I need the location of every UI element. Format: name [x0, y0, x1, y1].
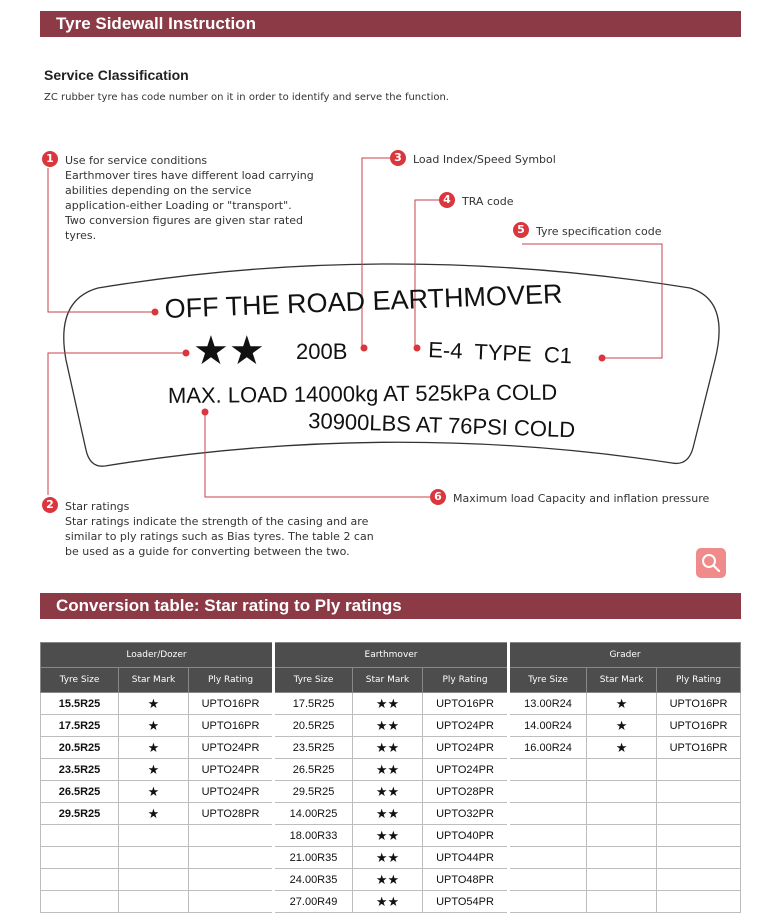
col-header-tyre-size: Tyre Size: [509, 668, 587, 693]
col-header-star-mark: Star Mark: [353, 668, 423, 693]
table-row: [41, 781, 741, 803]
earthmover-ply-rating-cell: UPTO40PR: [423, 825, 509, 847]
loader-tyre-size-cell: 29.5R25: [41, 803, 119, 825]
earthmover-ply-rating-cell: UPTO54PR: [423, 891, 509, 913]
leader-dot-2: [183, 350, 190, 357]
grader-ply-rating-cell: UPTO16PR: [657, 715, 741, 737]
grader-tyre-size-cell: [509, 847, 587, 869]
earthmover-star-mark-cell: ★★: [353, 715, 423, 737]
earthmover-star-mark-cell: ★★: [353, 825, 423, 847]
col-header-ply-rating: Ply Rating: [423, 668, 509, 693]
grader-star-mark-cell: [587, 759, 657, 781]
table-row: [41, 825, 741, 847]
loader-star-mark-cell: [119, 869, 189, 891]
table-row: [41, 847, 741, 869]
earthmover-tyre-size-cell: 14.00R25: [274, 803, 353, 825]
loader-star-mark-cell: ★: [119, 781, 189, 803]
sidewall-line-3: MAX. LOAD 14000kg AT 525kPa COLD: [167, 379, 558, 408]
badge-1: 1: [42, 151, 58, 167]
group-header-earthmover: Earthmover: [274, 643, 509, 668]
section-title: Service Classification: [44, 67, 189, 83]
earthmover-tyre-size-cell: 29.5R25: [274, 781, 353, 803]
loader-tyre-size-cell: 15.5R25: [41, 693, 119, 715]
page-title: Tyre Sidewall Instruction: [56, 14, 256, 33]
sidewall-stars: ★★: [193, 329, 265, 373]
earthmover-star-mark-cell: ★★: [353, 869, 423, 891]
loader-tyre-size-cell: 17.5R25: [41, 715, 119, 737]
badge-4: 4: [439, 192, 455, 208]
grader-star-mark-cell: [587, 781, 657, 803]
loader-tyre-size-cell: [41, 825, 119, 847]
table-row: [41, 803, 741, 825]
loader-ply-rating-cell: [189, 891, 274, 913]
grader-ply-rating-cell: [657, 847, 741, 869]
grader-star-mark-cell: ★: [587, 737, 657, 759]
earthmover-star-mark-cell: ★★: [353, 847, 423, 869]
badge-3: 3: [390, 150, 406, 166]
callout-spec-code: Tyre specification code: [536, 225, 662, 238]
table-row: [41, 715, 741, 737]
grader-tyre-size-cell: [509, 825, 587, 847]
loader-tyre-size-cell: 20.5R25: [41, 737, 119, 759]
callout-service-conditions: Use for service conditions Earthmover tires have different load carrying abilities depending on the service application-either Loading or "transport". Two conversion figures are given star rated tyres.: [65, 154, 314, 242]
earthmover-ply-rating-cell: UPTO16PR: [423, 693, 509, 715]
earthmover-ply-rating-cell: UPTO24PR: [423, 737, 509, 759]
grader-ply-rating-cell: [657, 803, 741, 825]
earthmover-star-mark-cell: ★★: [353, 803, 423, 825]
col-header-star-mark: Star Mark: [587, 668, 657, 693]
earthmover-ply-rating-cell: UPTO32PR: [423, 803, 509, 825]
loader-ply-rating-cell: UPTO16PR: [189, 715, 274, 737]
earthmover-star-mark-cell: ★★: [353, 891, 423, 913]
loader-ply-rating-cell: UPTO24PR: [189, 759, 274, 781]
grader-tyre-size-cell: [509, 869, 587, 891]
conversion-banner: [40, 593, 741, 619]
grader-tyre-size-cell: [509, 759, 587, 781]
grader-ply-rating-cell: [657, 869, 741, 891]
earthmover-tyre-size-cell: 20.5R25: [274, 715, 353, 737]
table-row: [41, 891, 741, 913]
table-row: [41, 737, 741, 759]
earthmover-tyre-size-cell: 18.00R33: [274, 825, 353, 847]
callout-star-ratings: Star ratings Star ratings indicate the strength of the casing and are similar to ply ratings such as Bias tyres. The table 2 can be used as a guide for converting between the two.: [65, 500, 374, 558]
col-header-star-mark: Star Mark: [119, 668, 189, 693]
earthmover-ply-rating-cell: UPTO48PR: [423, 869, 509, 891]
grader-star-mark-cell: [587, 803, 657, 825]
callout-load-index: Load Index/Speed Symbol: [413, 153, 556, 166]
leader-dot-4: [414, 345, 421, 352]
loader-star-mark-cell: ★: [119, 693, 189, 715]
loader-ply-rating-cell: UPTO24PR: [189, 781, 274, 803]
earthmover-tyre-size-cell: 24.00R35: [274, 869, 353, 891]
sidewall-line-1: OFF THE ROAD EARTHMOVER: [164, 278, 563, 324]
loader-ply-rating-cell: UPTO24PR: [189, 737, 274, 759]
sidewall-line-4: 30900LBS AT 76PSI COLD: [307, 408, 576, 443]
group-header-grader: Grader: [509, 643, 741, 668]
search-button[interactable]: [696, 548, 726, 578]
leader-dot-5: [599, 355, 606, 362]
loader-tyre-size-cell: 23.5R25: [41, 759, 119, 781]
loader-ply-rating-cell: [189, 869, 274, 891]
grader-star-mark-cell: [587, 891, 657, 913]
sidewall-load-index: 200B: [296, 339, 348, 364]
earthmover-star-mark-cell: ★★: [353, 781, 423, 803]
earthmover-tyre-size-cell: 27.00R49: [274, 891, 353, 913]
table-row: [41, 693, 741, 715]
leader-dot-3: [361, 345, 368, 352]
earthmover-ply-rating-cell: UPTO28PR: [423, 781, 509, 803]
loader-ply-rating-cell: [189, 825, 274, 847]
loader-star-mark-cell: [119, 891, 189, 913]
col-header-tyre-size: Tyre Size: [274, 668, 353, 693]
earthmover-tyre-size-cell: 17.5R25: [274, 693, 353, 715]
search-icon: [696, 548, 726, 578]
earthmover-tyre-size-cell: 26.5R25: [274, 759, 353, 781]
grader-star-mark-cell: ★: [587, 715, 657, 737]
leader-line-3: [362, 158, 395, 348]
callout-max-load: Maximum load Capacity and inflation pressure: [453, 492, 710, 505]
earthmover-star-mark-cell: ★★: [353, 693, 423, 715]
grader-tyre-size-cell: [509, 891, 587, 913]
earthmover-star-mark-cell: ★★: [353, 737, 423, 759]
table-row: [41, 759, 741, 781]
grader-tyre-size-cell: [509, 781, 587, 803]
table-row: [41, 869, 741, 891]
loader-star-mark-cell: ★: [119, 759, 189, 781]
earthmover-ply-rating-cell: UPTO24PR: [423, 715, 509, 737]
badge-2: 2: [42, 497, 58, 513]
badge-6: 6: [430, 489, 446, 505]
grader-star-mark-cell: [587, 847, 657, 869]
group-header-loader: Loader/Dozer: [41, 643, 274, 668]
grader-ply-rating-cell: [657, 891, 741, 913]
col-header-ply-rating: Ply Rating: [657, 668, 741, 693]
grader-tyre-size-cell: 13.00R24: [509, 693, 587, 715]
earthmover-tyre-size-cell: 21.00R35: [274, 847, 353, 869]
grader-tyre-size-cell: 14.00R24: [509, 715, 587, 737]
grader-ply-rating-cell: UPTO16PR: [657, 737, 741, 759]
loader-tyre-size-cell: 26.5R25: [41, 781, 119, 803]
callout-tra-code: TRA code: [462, 195, 514, 208]
conversion-table: [40, 642, 741, 913]
section-description: ZC rubber tyre has code number on it in order to identify and serve the function.: [44, 92, 449, 103]
loader-star-mark-cell: ★: [119, 737, 189, 759]
col-header-ply-rating: Ply Rating: [189, 668, 274, 693]
grader-star-mark-cell: [587, 869, 657, 891]
loader-star-mark-cell: [119, 847, 189, 869]
earthmover-ply-rating-cell: UPTO24PR: [423, 759, 509, 781]
sidewall-tra-code: E-4 TYPE C1: [427, 337, 573, 369]
earthmover-star-mark-cell: ★★: [353, 759, 423, 781]
loader-ply-rating-cell: [189, 847, 274, 869]
grader-ply-rating-cell: UPTO16PR: [657, 693, 741, 715]
grader-ply-rating-cell: [657, 759, 741, 781]
loader-star-mark-cell: ★: [119, 803, 189, 825]
grader-star-mark-cell: [587, 825, 657, 847]
conversion-title: Conversion table: Star rating to Ply ratings: [56, 596, 402, 615]
loader-ply-rating-cell: UPTO28PR: [189, 803, 274, 825]
grader-tyre-size-cell: [509, 803, 587, 825]
leader-dot-6: [202, 409, 209, 416]
earthmover-tyre-size-cell: 23.5R25: [274, 737, 353, 759]
col-header-tyre-size: Tyre Size: [41, 668, 119, 693]
conversion-table-body: [41, 693, 741, 913]
earthmover-ply-rating-cell: UPTO44PR: [423, 847, 509, 869]
leader-line-4: [415, 200, 445, 348]
grader-ply-rating-cell: [657, 825, 741, 847]
loader-star-mark-cell: ★: [119, 715, 189, 737]
loader-ply-rating-cell: UPTO16PR: [189, 693, 274, 715]
badge-5: 5: [513, 222, 529, 238]
grader-star-mark-cell: ★: [587, 693, 657, 715]
grader-ply-rating-cell: [657, 781, 741, 803]
loader-tyre-size-cell: [41, 891, 119, 913]
loader-tyre-size-cell: [41, 847, 119, 869]
loader-star-mark-cell: [119, 825, 189, 847]
leader-dot-1: [152, 309, 159, 316]
loader-tyre-size-cell: [41, 869, 119, 891]
grader-tyre-size-cell: 16.00R24: [509, 737, 587, 759]
